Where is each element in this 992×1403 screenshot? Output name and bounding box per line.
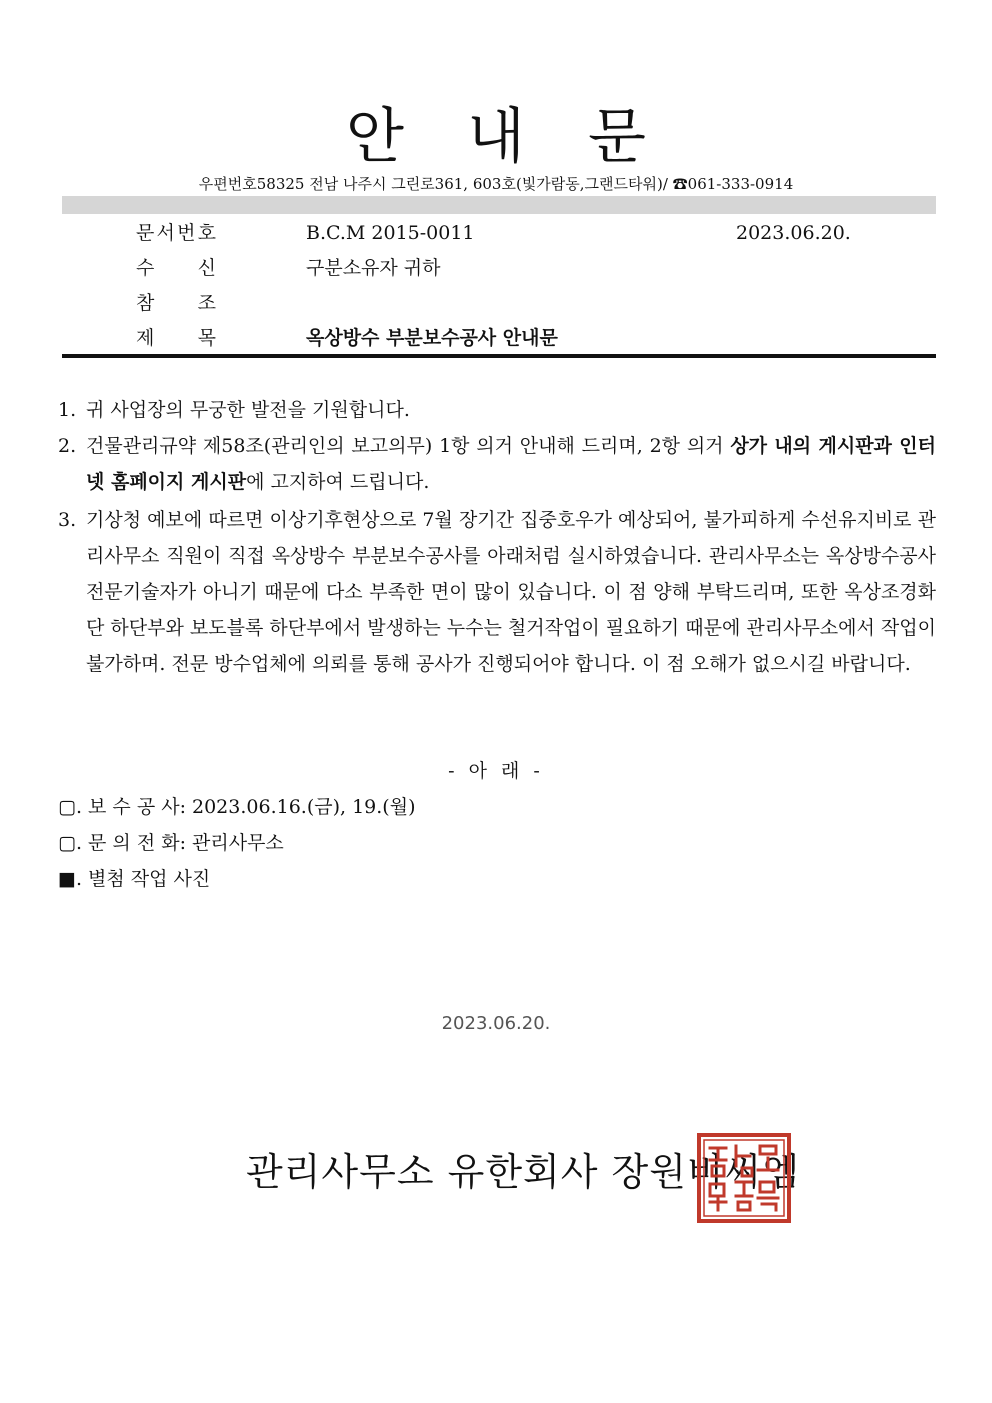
paragraph-3 <box>58 502 936 682</box>
notes-heading: - 아 래 - <box>448 760 544 782</box>
recipient-label: 수 신 <box>136 257 216 279</box>
paragraph-text: 건물관리규약 제58조(관리인의 보고의무) 1항 의거 안내해 드리며, 2항 의거 상가 내의 게시판과 인터넷 홈페이지 게시판에 고지하여 드립니다. <box>86 435 936 493</box>
meta-row-subject <box>0 323 992 353</box>
paragraph-text: 귀 사업장의 무궁한 발전을 기원합니다. <box>86 399 410 421</box>
signature-line: 관리사무소 유한회사 장원비씨엠 <box>246 1150 801 1194</box>
note-item-attachment: ■. 별첨 작업 사진 <box>58 868 211 890</box>
paragraph-2 <box>58 428 936 500</box>
doc-no-label: 문 서 번 호 <box>136 222 216 244</box>
paragraph-number: 2. <box>58 435 77 457</box>
meta-row-reference <box>0 288 992 318</box>
paragraph-text: 기상청 예보에 따르면 이상기후현상으로 7월 장기간 집중호우가 예상되어, 불가피하게 수선유지비로 관리사무소 직원이 직접 옥상방수 부분보수공사를 아래처럼 실시하였습니다. 관리사무소는 옥상방수공사 전문기술자가 아니기 때문에 다소 부족한 면이 많이 있습니다. 이 점 양해 부탁드리며, 또한 옥상조경화단 하단부와 보도블록 하단부에서 발생하는 누수는 철거작업이 필요하기 때문에 관리사무소에서 작업이 불가하며. 전문 방수업체에 의뢰를 통해 공사가 진행되어야 합니다. 이 점 오해가 없으시길 바랍니다. <box>86 509 936 675</box>
doc-no-value: B.C.M 2015-0011 <box>306 222 475 244</box>
reference-label: 참 조 <box>136 292 216 314</box>
paragraph-number: 3. <box>58 509 77 531</box>
doc-date: 2023.06.20. <box>736 222 851 244</box>
note-item-repair: ▢. 보 수 공 사: 2023.06.16.(금), 19.(월) <box>58 796 416 818</box>
recipient-value: 구분소유자 귀하 <box>306 257 441 279</box>
bold-emphasis: 상가 내의 게시판과 인터넷 홈페이지 게시판 <box>86 435 936 493</box>
document-title: 안 내 문 <box>345 102 669 172</box>
subject-value: 옥상방수 부분보수공사 안내문 <box>306 327 558 349</box>
note-item-contact: ▢. 문 의 전 화: 관리사무소 <box>58 832 284 854</box>
red-square-seal-icon <box>696 1132 792 1224</box>
header-band <box>62 196 936 214</box>
subject-label: 제 목 <box>136 327 216 349</box>
meta-row-doc-no <box>0 218 992 248</box>
header-divider <box>62 354 936 358</box>
address-line: 우편번호58325 전남 나주시 그린로361, 603호(빛가람동,그랜드타워)/ ☎061-333-0914 <box>198 175 794 193</box>
paragraph-number: 1. <box>58 399 77 421</box>
meta-row-recipient <box>0 253 992 283</box>
paragraph-1 <box>58 392 936 428</box>
footer-date: 2023.06.20. <box>441 1013 551 1034</box>
